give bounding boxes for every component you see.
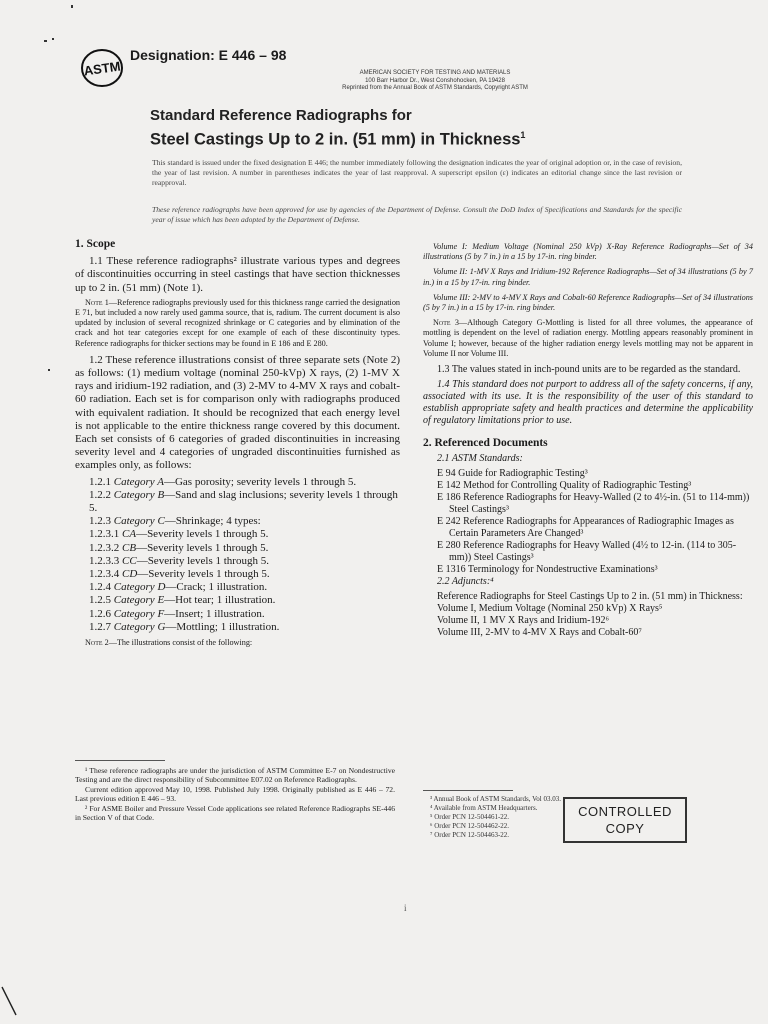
publisher-reprint: Reprinted from the Annual Book of ASTM Standards, Copyright ASTM [342,85,528,91]
note-2 [75,638,400,648]
list-item: E 242 Reference Radiographs for Appearances of Radiographic Images as Certain Parameters Are Changed³ [437,516,734,540]
note-2-label: Note 2 [85,638,109,648]
paragraph-1-1: 1.1 These reference radiographs² illustrate various types and degrees of discontinuities occurring in steel castings that have section thicknesses up to 2 in. (51 mm) (Note 1). [75,255,400,294]
list-item: E 186 Reference Radiographs for Heavy-Walled (2 to 4½-in. (51 to 114-mm)) Steel Castings³ [437,492,750,516]
list-item: E 94 Guide for Radiographic Testing³ [437,468,588,480]
publisher-name: AMERICAN SOCIETY FOR TESTING AND MATERIALS [359,70,511,76]
title-line-1: Standard Reference Radiographs for [150,107,412,124]
list-item: Volume III, 2-MV to 4-MV X Rays and Cobalt-60⁷ [437,627,642,639]
scan-speck [44,40,47,42]
scan-speck [48,369,50,371]
page-mark: i [404,903,407,913]
note-3-text: —Although Category G-Mottling is listed for all three volumes, the appearance of mottling is dependent on the level of radiation energy. Mottling appears reasonably prominent in Volume I; however, because of the higher radiation energy levels mottling may not be apparent in Volume II nor Volume III. [423,318,753,358]
standard-notice: This standard is issued under the fixed designation E 446; the number immediately following the designation indicates the year of original adoption or, in the case of revision, the year of last revision. A number in parentheses indicates the year of last reapproval. A superscript epsilon (ε) indicates an editorial change since the last revision or reapproval. [152,158,682,187]
title-line-2: Steel Castings Up to 2 in. (51 mm) in Thickness [150,130,521,149]
volume-1: Volume I: Medium Voltage (Nominal 250 kVp) X-Ray Reference Radiographs—Set of 34 illustrations (5 by 7 in.) in a 15 by 17-in. ring binder. [423,242,753,262]
astm-standards-label: 2.1 ASTM Standards: [437,453,523,465]
footnote-divider-right [423,790,513,791]
list-item: E 280 Reference Radiographs for Heavy Walled (4½ to 12-in. (114 to 305-mm)) Steel Castings³ [437,540,737,564]
scan-speck [52,38,54,40]
list-item: 1.2.6 Category F—Insert; 1 illustration. [89,607,265,620]
publisher-block [300,70,570,93]
stamp-line-1: CONTROLLED [578,804,672,819]
list-item: 1.2.1 Category A—Gas porosity; severity levels 1 through 5. [89,475,357,488]
astm-logo-icon [80,48,124,88]
document-title [150,106,525,151]
footnote-1: ¹ These reference radiographs are under the jurisdiction of ASTM Committee E-7 on Nondestructive Testing and are the direct responsibility of Subcommittee E07.02 on Reference Radiographs. [75,766,395,785]
footnote-5: ⁵ Order PCN 12-504461-22. [430,813,510,821]
note-1-label: Note 1 [85,297,109,307]
scan-corner-mark [0,985,20,1024]
designation: Designation: E 446 – 98 [130,47,287,63]
scope-heading: 1. Scope [75,238,116,250]
category-list [75,476,400,634]
list-item: 1.2.3.2 CB—Severity levels 1 through 5. [89,541,269,554]
note-1 [75,298,400,349]
footnote-divider [75,760,165,761]
footnote-4: ⁴ Available from ASTM Headquarters. [430,804,538,812]
adjuncts-label: 2.2 Adjuncts:⁴ [437,576,494,588]
note-3-label: Note 3 [433,318,459,328]
list-item: 1.2.5 Category E—Hot tear; 1 illustration. [89,594,276,607]
footnotes-right [430,795,570,840]
note-3 [423,318,753,359]
left-column [75,238,400,653]
footnote-1b: Current edition approved May 10, 1998. Published July 1998. Originally published as E 446 – 72. Last previous edition E 446 – 93. [75,784,395,804]
volume-2: Volume II: 1-MV X Rays and Iridium-192 Reference Radiographs—Set of 34 illustrations (5 by 7 in.) in a 15 by 17-in. ring binder. [423,267,753,287]
paragraph-1-3: 1.3 The values stated in inch-pound units are to be regarded as the standard. [437,364,741,376]
paragraph-1-2: 1.2 These reference illustrations consist of three separate sets (Note 2) as follows: (1) medium voltage (nominal 250-kVp) X rays, (2) 1-MV X rays and iridium-192 radiation, and (3) 2-MV to 4-MV X rays and cobalt-60 radiation. Each set is for comparison only with radiographs produced with equivalent radiation. It should be recognized that each energy level is not applicable to the entire thickness range covered by this document. Each set consists of 6 categories of graded discontinuities in increasing severity level and 4 categories of ungraded discontinuities furnished as examples only, as follows: [75,353,400,472]
right-column [423,242,753,639]
list-item: 1.2.3.4 CD—Severity levels 1 through 5. [89,568,270,581]
footnote-3: ³ Annual Book of ASTM Standards, Vol 03.03. [430,795,561,803]
footnote-2: ² For ASME Boiler and Pressure Vessel Code applications see related Reference Radiographs SE-446 in Section V of that Code. [75,803,395,823]
dod-notice: These reference radiographs have been approved for use by agencies of the Department of Defense. Consult the DoD Index of Specifications and Standards for the specific year of issue which has been adopted by the Department of Defense. [152,205,682,224]
svg-text:ASTM: ASTM [82,58,122,79]
list-item: Volume I, Medium Voltage (Nominal 250 kVp) X Rays⁵ [437,603,663,615]
list-item: E 142 Method for Controlling Quality of Radiographic Testing³ [437,480,692,492]
footnote-7: ⁷ Order PCN 12-504463-22. [430,831,510,839]
list-item: 1.2.7 Category G—Mottling; 1 illustration. [89,620,280,633]
volume-3: Volume III: 2-MV to 4-MV X Rays and Cobalt-60 Reference Radiographs—Set of 34 illustrations (5 by 7 in.) in a 15 by 17-in. ring binder. [423,292,753,313]
note-1-text: —Reference radiographs previously used for this thickness range carried the designation E 71, but included a now rarely used gamma source, that is, radium. The current document is also updated by inclusion of several recognized shrinkage or C categories and by elimination of the crack and hot tear categories except for one example of each of these discontinuity types. Reference radiographs for thicker sections may be found in E 186 and E 280. [75,297,401,348]
list-item: Volume II, 1 MV X Rays and Iridium-192⁶ [437,615,609,627]
referenced-documents-heading: 2. Referenced Documents [423,437,548,450]
footnotes-left [75,766,395,822]
controlled-copy-stamp [563,797,687,843]
publisher-address: 100 Barr Harbor Dr., West Conshohocken, PA 19428 [365,77,505,84]
scan-speck [71,5,73,8]
note-2-text: —The illustrations consist of the following: [108,638,253,648]
list-item: Reference Radiographs for Steel Castings Up to 2 in. (51 mm) in Thickness: [437,591,743,603]
list-item: 1.2.3.3 CC—Severity levels 1 through 5. [89,554,269,567]
footnote-6: ⁶ Order PCN 12-504462-22. [430,822,510,830]
list-item: 1.2.4 Category D—Crack; 1 illustration. [89,581,268,594]
title-footnote-ref: 1 [520,130,526,140]
list-item: E 1316 Terminology for Nondestructive Examinations³ [437,564,658,576]
reference-list [423,468,753,576]
adjunct-list [423,591,753,639]
list-item: 1.2.3 Category C—Shrinkage; 4 types: [89,515,261,528]
paragraph-1-4: 1.4 This standard does not purport to address all of the safety concerns, if any, associated with its use. It is the responsibility of the user of this standard to establish appropriate safety and health practices and determine the applicability of regulatory limitations prior to use. [423,379,753,427]
stamp-line-2: COPY [605,821,645,836]
list-item: 1.2.3.1 CA—Severity levels 1 through 5. [89,528,269,541]
list-item: 1.2.2 Category B—Sand and slag inclusions; severity levels 1 through 5. [89,488,398,515]
